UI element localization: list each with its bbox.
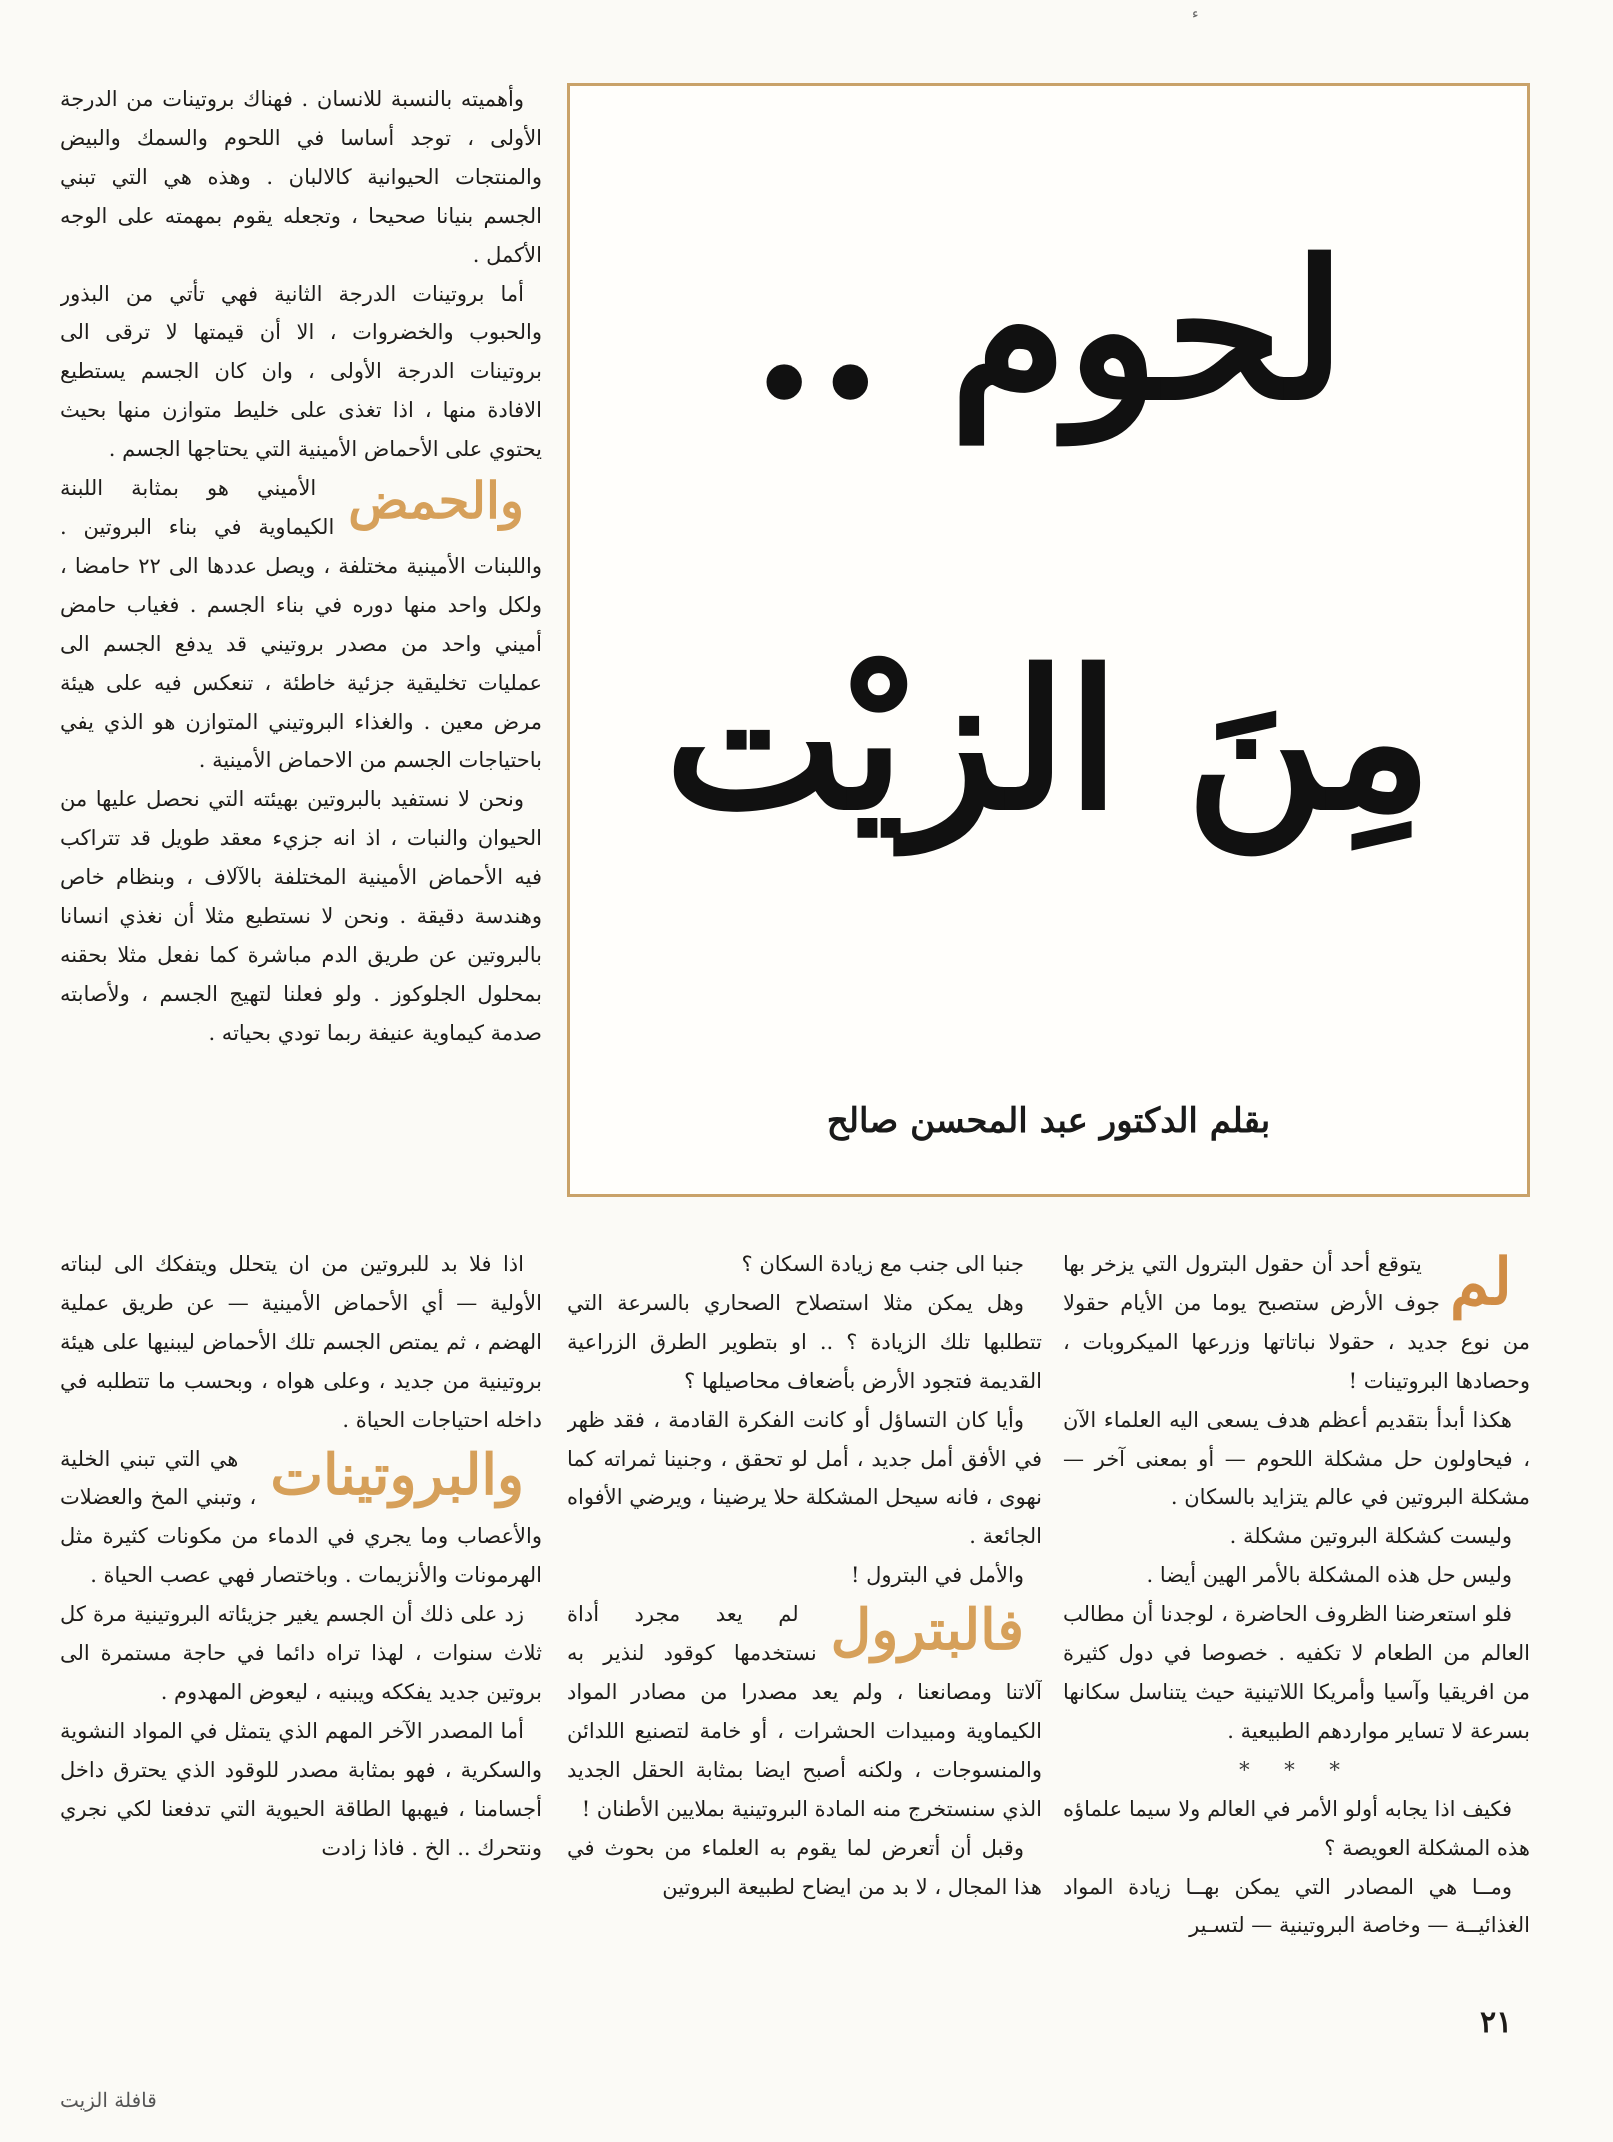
paragraph-with-heading	[567, 1595, 1042, 1828]
paragraph: وليست كشكلة البروتين مشكلة .	[1229, 1524, 1512, 1549]
paragraph-text: لم يعد مجرد أداة نستخدمها كوقود لنذير به آلاتنا ومصانعنا ، ولم يعد مصدرا من مصادر المواد الكيماوية ومبيدات الحشرات ، أو خامة لتصنيع اللدائن والمنسوجات ، ولكنه أصبح ايضا بمثابة الحقل الجديد الذي سنستخرج منه المادة البروتينية بملايين الأطنان !	[567, 1602, 1042, 1821]
paragraph-with-heading	[60, 1440, 542, 1596]
paragraph: وهل يمكن مثلا استصلاح الصحاري بالسرعة التي تتطلبها تلك الزيادة ؟ .. او بتطوير الطرق الزراعية القديمة فتجود الأرض بأضعاف محاصيلها ؟	[567, 1290, 1042, 1393]
paragraph-text: هي التي تبني الخلية ، وتبني المخ والعضلات والأعصاب وما يجري في الدماء من مكونات كثيرة مثل الهرمونات والأنزيمات . وباختصار فهي عصب الحياة .	[60, 1446, 542, 1588]
drop-cap: لم	[1449, 1245, 1512, 1320]
article-title-line-2: مِنَ الزيْت	[664, 629, 1433, 852]
column-left-bottom	[60, 1245, 542, 1995]
column-middle	[567, 1245, 1042, 1995]
paragraph-text: يتوقع أحد أن حقول البترول التي يزخر بها جوف الأرض ستصبح يوما من الأيام حقولا من نوع جديد ، حقولا نباتاتها وزرعها الميكروبات ، وحصادها البروتينات !	[1063, 1252, 1530, 1393]
paragraph: أما بروتينات الدرجة الثانية فهي تأتي من البذور والحبوب والخضروات ، الا أن قيمتها لا ترقى الى بروتينات الدرجة الأولى ، وان كان الجسم يستطيع الافادة منها ، اذا تغذى على خليط متوازن منها بحيث يحتوي على الأحماض الأمينية التي يحتاجها الجسم .	[60, 281, 542, 462]
paragraph: جنبا الى جنب مع زيادة السكان ؟	[741, 1252, 1024, 1276]
article-title-frame	[567, 83, 1530, 1197]
paragraph: فكيف اذا يجابه أولو الأمر في العالم ولا سيما علماؤه هذه المشكلة العويصة ؟	[1063, 1796, 1530, 1860]
section-heading-proteins: والبروتينات	[270, 1441, 524, 1508]
publication-name: قافلة الزيت	[60, 2088, 157, 2112]
paragraph: اذا فلا بد للبروتين من ان يتحلل ويتفكك الى لبناته الأولية — أي الأحماض الأمينية — عن طريق عملية الهضم ، ثم يمتص الجسم تلك الأحماض ليبنيها على هيئة بروتينية من جديد ، وعلى هواه ، وبحسب ما تتطلبه في داخله احتياجات الحياة .	[60, 1252, 542, 1432]
paragraph: فلو استعرضنا الظروف الحاضرة ، لوجدنا أن مطالب العالم من الطعام لا تكفيه . خصوصا في دول كثيرة من افريقيا وآسيا وأمريكا اللاتينية حيث يتناسل سكانها بسرعة لا تساير مواردهم الطبيعية .	[1063, 1602, 1530, 1743]
paragraph-with-heading	[60, 469, 542, 780]
column-left-top	[60, 80, 542, 1240]
paragraph: ومــا هي المصادر التي يمكن بهــا زيادة المواد الغذائيــة — وخاصة البروتينية — لتسـير	[1063, 1874, 1530, 1938]
paragraph: وأهميته بالنسبة للانسان . فهناك بروتينات من الدرجة الأولى ، توجد أساسا في اللحوم والسمك والبيض والمنتجات الحيوانية كالالبان . وهذه هي التي تبني الجسم بنيانا صحيحا ، وتجعله يقوم بمهمته على الوجه الأكمل .	[60, 87, 542, 267]
top-mark: ء	[1192, 6, 1199, 22]
article-byline: بقلم الدكتور عبد المحسن صالح	[826, 1101, 1271, 1141]
paragraph: أما المصدر الآخر المهم الذي يتمثل في المواد النشوية والسكرية ، فهو بمثابة مصدر للوقود الذي يحترق داخل أجسامنا ، فيهبها الطاقة الحيوية التي تدفعنا لكي نجري ونتحرك .. الخ . فاذا زادت	[60, 1718, 542, 1860]
paragraph: ونحن لا نستفيد بالبروتين بهيئته التي نحصل عليها من الحيوان والنبات ، اذ انه جزيء معقد طويل قد تتراكب فيه الأحماض الأمينية المختلفة بالآلاف ، وبنظام خاص وهندسة دقيقة . ونحن لا نستطيع مثلا أن نغذي انسانا بالبروتين عن طريق الدم مباشرة كما نفعل مثلا بحقنه بمحلول الجلوكوز . ولو فعلنا لتهيج الجسم ، ولأصابته صدمة كيماوية عنيفة ربما تودي بحياته .	[60, 787, 542, 1045]
paragraph: هكذا أبدأ بتقديم أعظم هدف يسعى اليه العلماء الآن ، فيحاولون حل مشكلة اللحوم — أو بمعنى آخر — مشكلة البروتين في عالم يتزايد بالسكان .	[1063, 1407, 1530, 1510]
article-title-line-1: لحوم ..	[751, 219, 1346, 442]
section-heading-petroleum: فالبترول	[830, 1597, 1024, 1664]
paragraph: وأيا كان التساؤل أو كانت الفكرة القادمة ، فقد ظهر في الأفق أمل جديد ، أمل لو تحقق ، وجنينا ثمراته كما نهوى ، فانه سيحل المشكلة حلا يرضينا ، ويرضي الأفواه الجائعة .	[567, 1407, 1042, 1549]
column-right	[1063, 1245, 1530, 1995]
paragraph: والأمل في البترول !	[850, 1563, 1024, 1588]
paragraph-text: الأميني هو بمثابة اللبنة الكيماوية في بناء البروتين . واللبنات الأمينية مختلفة ، ويصل عددها الى ٢٢ حامضا ، ولكل واحد منها دوره في بناء الجسم . فغياب حامض أميني واحد من مصدر بروتيني قد يدفع الجسم الى عمليات تخليقية جزئية خاطئة ، تنعكس فيه على هيئة مرض معين . والغذاء البروتيني المتوازن هو الذي يفي باحتياجات الجسم من الاحماض الأمينية .	[60, 476, 542, 773]
section-heading-amino-acid: والحمض	[348, 471, 524, 531]
section-separator: * * *	[1239, 1757, 1354, 1782]
paragraph: وقبل أن أتعرض لما يقوم به العلماء من بحوث في هذا المجال ، لا بد من ايضاح لطبيعة البروتين	[567, 1835, 1042, 1899]
paragraph: زد على ذلك أن الجسم يغير جزيئاته البروتينية مرة كل ثلاث سنوات ، لهذا تراه دائما في حاجة مستمرة الى بروتين جديد يفككه ويبنيه ، ليعوض المهدوم .	[60, 1602, 542, 1704]
page-number: ٢١	[1480, 2005, 1513, 2040]
paragraph: وليس حل هذه المشكلة بالأمر الهين أيضا .	[1146, 1563, 1512, 1588]
paragraph-with-dropcap	[1063, 1245, 1530, 1401]
